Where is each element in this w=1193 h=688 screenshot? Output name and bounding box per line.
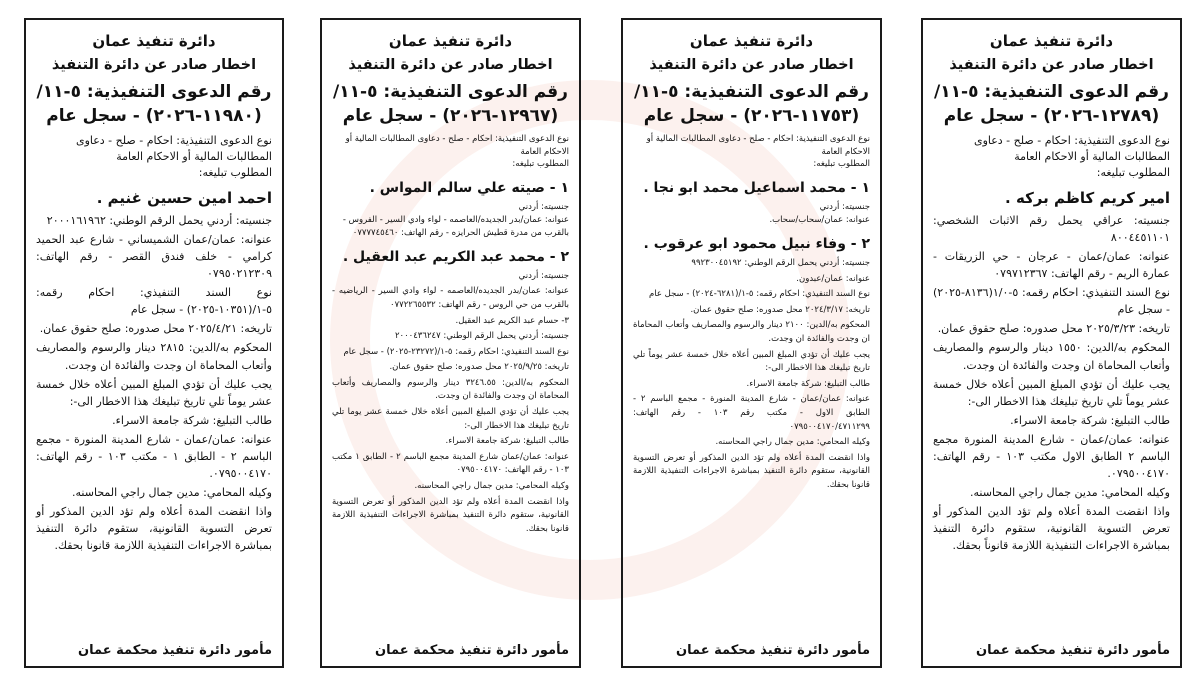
notified-party-1: ١ - صيته علي سالم المواس . bbox=[369, 180, 569, 197]
body-line: نوع السند التنفيذي: احكام رقمه: ٥-١/(٦٢٨١-٢٠٢٤) - سجل عام bbox=[649, 289, 870, 300]
body-line: واذا انقضت المدة أعلاه ولم تؤد الدين المذكور أو تعرض التسوية القانونية، ستقوم دائرة التنفيذ بمباشرة الاجراءات التنفيذية اللازمة قانونا بحقك. bbox=[332, 496, 569, 534]
body-line: تاريخه: ٢٠٢٤/٣/١٧ محل صدوره: صلح حقوق عمان. bbox=[690, 304, 870, 315]
body-line: المحكوم به/الدين: ٢١٠٠ دينار والرسوم والمصاريف وأتعاب المحاماة ان وجدت والفائدة ان وجدت. bbox=[633, 320, 870, 344]
case-number-line-1: رقم الدعوى التنفيذية: ٥-١١/ bbox=[634, 81, 869, 102]
party-1-details: جنسيته: أردني عنوانه: عمان/سحاب/سحاب. bbox=[769, 202, 870, 226]
body-line: عنوانه: عمان/عمان الشميساني - شارع عبد الحميد كرامي - خلف فندق القصر - رقم الهاتف: ٠٧٩٥٠٢١٢٣٠٩ bbox=[36, 233, 272, 281]
body-line: تاريخه: ٢٠٢٥/٤/٢١ محل صدوره: صلح حقوق عمان. bbox=[39, 322, 272, 336]
notified-party-2: ٢ - محمد عبد الكريم عبد العقيل . bbox=[342, 248, 569, 265]
notified-party-2: ٢ - وفاء نبيل محمود ابو عرقوب . bbox=[643, 235, 870, 252]
body-line: واذا انقضت المدة أعلاه ولم تؤد الدين المذكور أو تعرض التسوية القانونية، ستقوم دائرة التنفيذ بمباشرة الاجراءات التنفيذية اللازمة قانوناً بحقك. bbox=[933, 504, 1170, 552]
notice-4 bbox=[24, 18, 284, 668]
body-line: وكيله المحامي: مدين جمال راجي المحاسنه. bbox=[414, 481, 569, 492]
body-line: طالب التبليغ: شركة جامعة الاسراء. bbox=[112, 413, 272, 427]
notice-heading: اخطار صادر عن دائرة التنفيذ bbox=[649, 57, 854, 73]
notice-1 bbox=[921, 18, 1182, 668]
party-1-details: جنسيته: أردني عنوانه: عمان/بدر الجديده/العاصمه - لواء وادي السير - الفروس - بالقرب من مدرة قطيش الحرايزه - رقم الهاتف: ٠٧٧٧٧٤٥٤٦٠ bbox=[342, 202, 569, 238]
body-line: طالب التبليغ: شركة جامعة الاسراء. bbox=[746, 378, 870, 389]
notice-footer: مأمور دائرة تنفيذ محكمة عمان bbox=[78, 643, 272, 658]
body-line: جنسيته: أردني يحمل الرقم الوطني: ٢٠٠٠١٦١٩٦٢ bbox=[46, 214, 272, 228]
body-line: واذا انقضت المدة أعلاه ولم تؤد الدين المذكور أو تعرض التسوية القانونية، ستقوم دائرة التنفيذ بمباشرة الاجراءات التنفيذية اللازمة قانونا بحقك. bbox=[633, 452, 870, 490]
notified-label: المطلوب تبليغه: bbox=[198, 165, 272, 179]
department-name: دائرة تنفيذ عمان bbox=[689, 32, 814, 50]
case-number-line-1: رقم الدعوى التنفيذية: ٥-١١/ bbox=[333, 81, 568, 102]
case-number-line-2: (١١٧٥٣-٢٠٢٦) - سجل عام bbox=[643, 106, 860, 127]
case-type: نوع الدعوى التنفيذية: احكام - صلح - دعاوى المطالبات المالية أو الاحكام العامة bbox=[973, 133, 1170, 163]
notice-body bbox=[36, 212, 272, 554]
body-line: جنسيته: عراقي يحمل رقم الاثبات الشخصي: ٨٠٠٤٤٥١١٠١ bbox=[933, 214, 1170, 245]
notified-label: المطلوب تبليغه: bbox=[1096, 165, 1170, 179]
body-line: عنوانه: عمان/عبدون. bbox=[796, 273, 870, 284]
notice-heading: اخطار صادر عن دائرة التنفيذ bbox=[51, 57, 257, 73]
case-number-line-1: رقم الدعوى التنفيذية: ٥-١١/ bbox=[36, 81, 272, 102]
notice-footer: مأمور دائرة تنفيذ محكمة عمان bbox=[375, 643, 569, 658]
case-number bbox=[332, 80, 569, 129]
body-line: عنوانه: عمان/عمان - شارع المدينة المنورة مجمع الباسم ٢ الطابق الاول مكتب ١٠٣ - رقم الهاتف: ٠٧٩٥٠٠٤١٧٠. bbox=[933, 432, 1170, 480]
department-name: دائرة تنفيذ عمان bbox=[989, 32, 1114, 50]
body-line: يجب عليك أن تؤدي المبلغ المبين أعلاه خلال خمسة عشر يوماً تلي تاريخ تبليغك هذا الاخطار الى-: bbox=[933, 377, 1170, 408]
notice-body bbox=[332, 270, 569, 537]
body-line: يجب عليك أن تؤدي المبلغ المبين أعلاه خلال خمسة عشر يوماً تلي تاريخ تبليغك هذا الاخطار الى-: bbox=[633, 349, 870, 374]
body-line: تاريخه: ٢٠٢٥/٣/٢٣ محل صدوره: صلح حقوق عمان. bbox=[937, 322, 1170, 336]
body-line: جنسيته: أردني يحمل الرقم الوطني: ٢٠٠٠٤٣٦٢٤٧ bbox=[394, 331, 569, 342]
body-line: طالب التبليغ: شركة جامعة الاسراء. bbox=[1010, 413, 1170, 427]
notice-heading: اخطار صادر عن دائرة التنفيذ bbox=[348, 57, 553, 73]
body-line: نوع السند التنفيذي: احكام رقمه: ٥-١/٠(٨١٣٦-٢٠٢٥) - سجل عام bbox=[933, 286, 1170, 317]
notice-footer: مأمور دائرة تنفيذ محكمة عمان bbox=[976, 643, 1170, 658]
body-line: المحكوم به/الدين: ٣٢٤٦.٥٥ دينار والرسوم والمصاريف وأتعاب المحاماة ان وجدت والفائدة ان وجدت. bbox=[332, 377, 569, 402]
case-number bbox=[633, 80, 870, 129]
body-line: المحكوم به/الدين: ٢٨١٥ دينار والرسوم والمصاريف وأتعاب المحاماة ان وجدت والفائدة ان وجدت. bbox=[36, 341, 272, 372]
notified-party: امير كريم كاظم بركه . bbox=[1005, 188, 1170, 207]
body-line: وكيله المحامي: مدين جمال راجي المحاسنه. bbox=[970, 485, 1170, 499]
body-line: نوع السند التنفيذي: احكام رقمه: ٥-١/(٢٣٢٧٢-٢٠٢٥) - سجل عام bbox=[343, 346, 569, 357]
body-line: ٣- حسام عبد الكريم عبد العقيل. bbox=[455, 315, 569, 326]
notice-2 bbox=[621, 18, 882, 668]
body-line: عنوانه: عمان/عمان شارع المدينة مجمع الباسم ٢ - الطابق ١ مكتب ١٠٣ - رقم الهاتف: ٠٧٩٥٠٠٤١٧٠ bbox=[332, 451, 569, 476]
body-line: عنوانه: عمان/عمان - عرجان - حي الزريقات - عمارة الريم - رقم الهاتف: ٠٧٩٧١٢٣٦٧ bbox=[933, 250, 1170, 281]
body-line: المحكوم به/الدين: ١٥٥٠ دينار والرسوم والمصاريف وأتعاب المحاماة ان وجدت والفائدة ان وجدت. bbox=[933, 341, 1170, 372]
case-number bbox=[933, 80, 1170, 129]
notice-3 bbox=[320, 18, 581, 668]
body-line: عنوانه: عمان/بدر الجديده/العاصمه - لواء وادي السير - الرياضيه - بالقرب من حي الروس - رقم الهاتف: ٠٧٧٢٢٦٥٥٣٢ bbox=[332, 286, 569, 310]
notified-party: احمد امين حسين غنيم . bbox=[96, 188, 272, 207]
notice-body bbox=[933, 212, 1170, 554]
body-line: نوع السند التنفيذي: احكام رقمه: ٥-١/(١٠٣٥١-٢٠٢٥) - سجل عام bbox=[36, 286, 272, 317]
notified-label: المطلوب تبليغه: bbox=[512, 159, 569, 170]
body-line: يجب عليك أن تؤدي المبلغ المبين أعلاه خلال خمسة عشر يوماً تلي تاريخ تبليغك هذا الاخطار الى-: bbox=[36, 377, 272, 408]
body-line: جنسيته: أردني يحمل الرقم الوطني: ٩٩٢٣٠٠٤٥١٩٢ bbox=[691, 257, 870, 268]
body-line: وكيله المحامي: مدين جمال راجي المحاسنه. bbox=[715, 437, 870, 448]
department-name: دائرة تنفيذ عمان bbox=[92, 32, 216, 50]
body-line: واذا انقضت المدة أعلاه ولم تؤد الدين المذكور أو تعرض التسوية القانونية، ستقوم دائرة التنفيذ بمباشرة الاجراءات التنفيذية اللازمة قانونا بحقك. bbox=[36, 504, 272, 552]
notice-heading: اخطار صادر عن دائرة التنفيذ bbox=[949, 57, 1154, 73]
case-type: نوع الدعوى التنفيذية: احكام - صلح - دعاوى المطالبات المالية أو الاحكام العامة bbox=[646, 133, 870, 157]
body-line: جنسيته: أردني bbox=[518, 270, 569, 281]
department-name: دائرة تنفيذ عمان bbox=[388, 32, 513, 50]
notified-party-1: ١ - محمد اسماعيل محمد ابو نجا . bbox=[643, 180, 870, 197]
case-type: نوع الدعوى التنفيذية: احكام - صلح - دعاوى المطالبات المالية أو الاحكام العامة bbox=[345, 133, 569, 157]
body-line: عنوانه: عمان/عمان - شارع المدينة المنورة - مجمع الباسم ٢ - الطابق ١ - مكتب ١٠٣ - رقم الهاتف: ٠٧٩٥٠٠٤١٧٠. bbox=[36, 432, 272, 480]
case-number bbox=[36, 80, 272, 129]
notified-label: المطلوب تبليغه: bbox=[813, 159, 870, 170]
case-number-line-2: (١٢٩٦٧-٢٠٢٦) - سجل عام bbox=[342, 106, 559, 127]
notice-body bbox=[633, 257, 870, 493]
body-line: تاريخه: ٢٠٢٥/٩/٢٥ محل صدوره: صلح حقوق عمان. bbox=[389, 362, 569, 373]
body-line: طالب التبليغ: شركة جامعة الاسراء. bbox=[445, 436, 569, 447]
body-line: يجب عليك أن تؤدي المبلغ المبين أعلاه خلال خمسة عشر يوما تلي تاريخ تبليغك هذا الاخطار الى-: bbox=[332, 407, 569, 431]
case-number-line-1: رقم الدعوى التنفيذية: ٥-١١/ bbox=[934, 81, 1169, 102]
case-number-line-2: (١١٩٨٠-٢٠٢٦) - سجل عام bbox=[46, 106, 262, 127]
notice-footer: مأمور دائرة تنفيذ محكمة عمان bbox=[676, 643, 870, 658]
body-line: عنوانه: عمان/عمان - شارع المدينة المنورة - مجمع الباسم ٢ - الطابق الاول - مكتب رقم ١٠٣ - رقم الهاتف: ٠٧٩٥٠٠٤١٧٠/٤٧١١٢٩٩ bbox=[633, 394, 870, 432]
case-type: نوع الدعوى التنفيذية: احكام - صلح - دعاوى المطالبات المالية أو الاحكام العامة bbox=[75, 133, 272, 163]
body-line: وكيله المحامي: مدين جمال راجي المحاسنه. bbox=[72, 485, 272, 499]
case-number-line-2: (١٢٧٨٩-٢٠٢٦) - سجل عام bbox=[943, 106, 1160, 127]
